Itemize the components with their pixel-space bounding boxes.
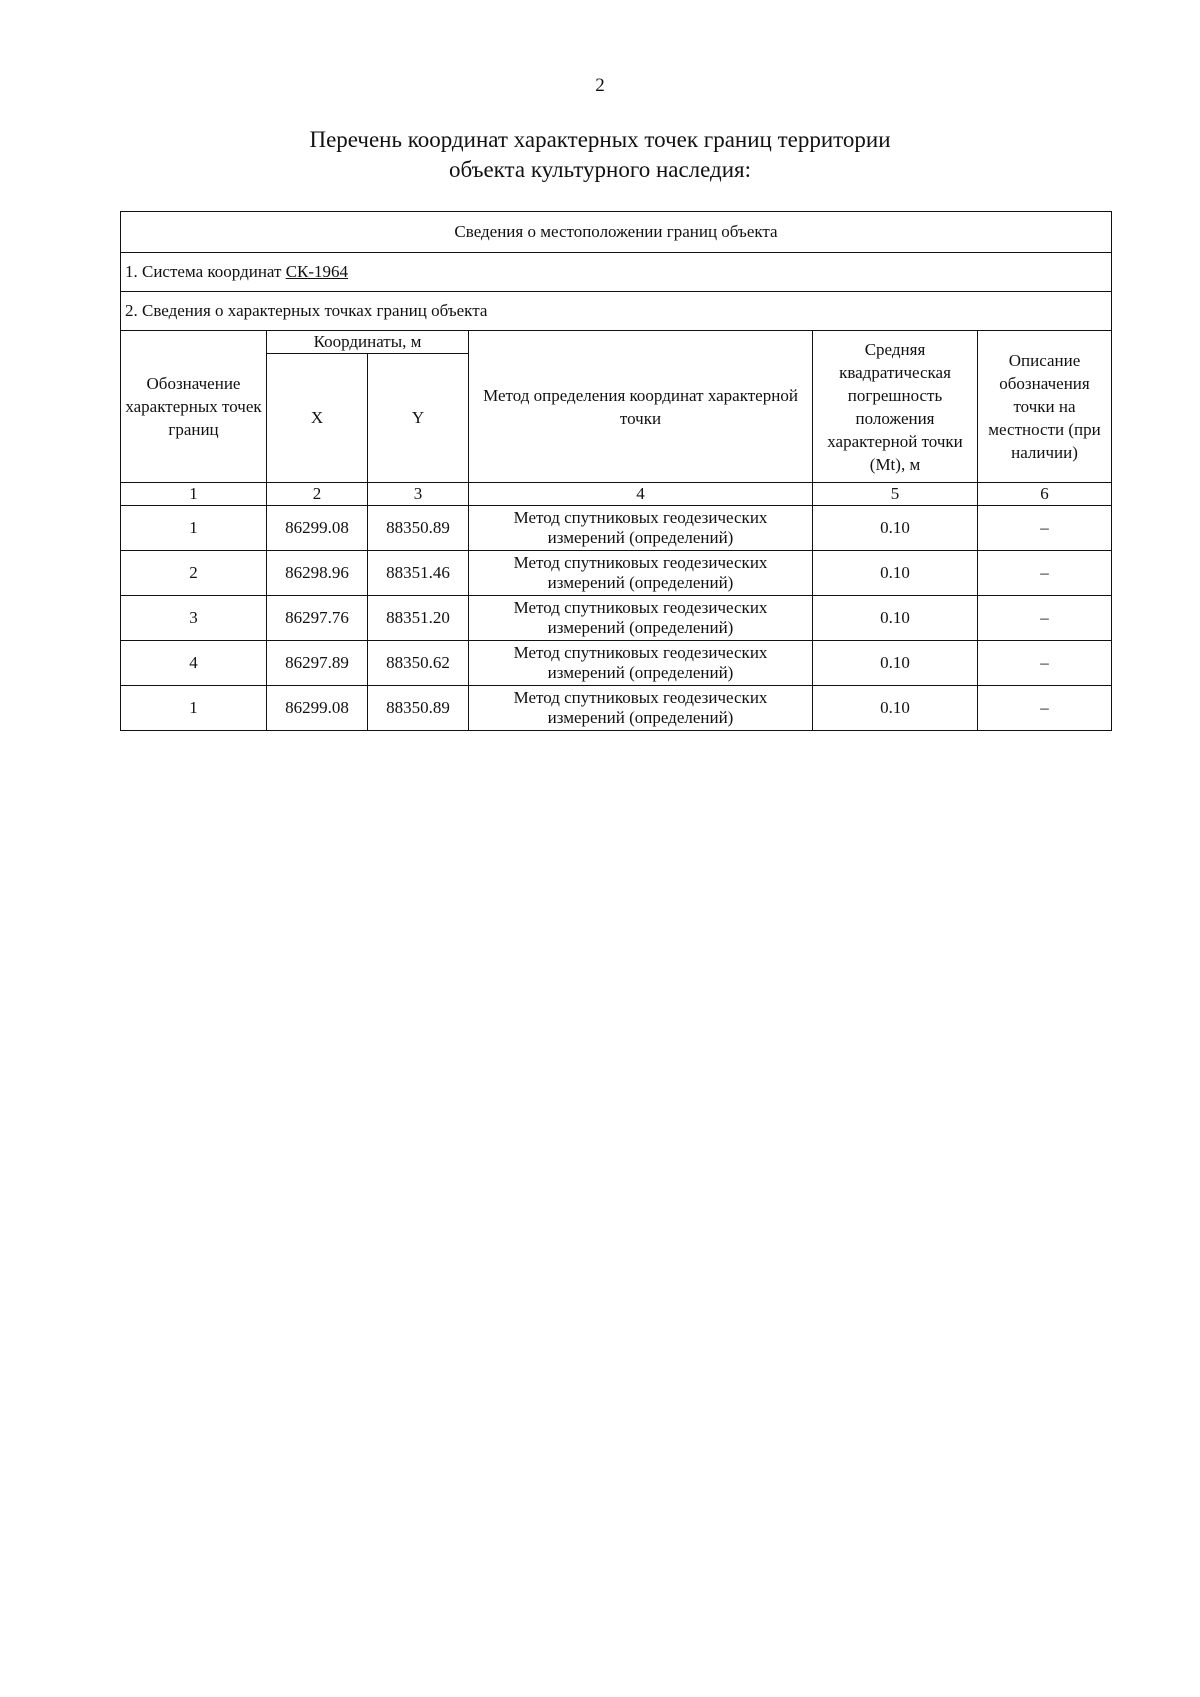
cell-y: 88351.46 <box>368 551 469 596</box>
cell-error: 0.10 <box>813 596 978 641</box>
column-number: 6 <box>978 483 1112 506</box>
header-error: Средняя квадратическая погрешность положения характерной точки (Mt), м <box>813 331 978 483</box>
coordinate-system <box>121 253 1112 292</box>
cell-y: 88350.89 <box>368 506 469 551</box>
cell-method: Метод спутниковых геодезических измерений (определений) <box>469 551 813 596</box>
cell-error: 0.10 <box>813 506 978 551</box>
title-line-2: объекта культурного наследия: <box>448 157 752 182</box>
table-row <box>121 641 1112 686</box>
cell-y: 88351.20 <box>368 596 469 641</box>
column-number: 5 <box>813 483 978 506</box>
cell-y: 88350.89 <box>368 686 469 731</box>
cell-point: 1 <box>121 686 267 731</box>
cell-description: – <box>978 641 1112 686</box>
cell-error: 0.10 <box>813 686 978 731</box>
header-method: Метод определения координат характерной точки <box>469 331 813 483</box>
cell-x: 86299.08 <box>267 506 368 551</box>
cell-point: 3 <box>121 596 267 641</box>
title-line-1: Перечень координат характерных точек границ территории <box>309 127 891 152</box>
coordinates-table <box>120 211 1112 731</box>
section-title: Сведения о местоположении границ объекта <box>121 212 1112 253</box>
column-number: 1 <box>121 483 267 506</box>
cell-description: – <box>978 551 1112 596</box>
cell-error: 0.10 <box>813 551 978 596</box>
cell-error: 0.10 <box>813 641 978 686</box>
page-number: 2 <box>595 75 605 96</box>
cell-point: 4 <box>121 641 267 686</box>
cell-method: Метод спутниковых геодезических измерений (определений) <box>469 641 813 686</box>
cell-description: – <box>978 506 1112 551</box>
coordinate-system-value: СК-1964 <box>285 262 349 281</box>
table-row <box>121 506 1112 551</box>
header-designation: Обозначение характерных точек границ <box>121 331 267 483</box>
header-coordinates: Координаты, м <box>267 331 469 354</box>
cell-y: 88350.62 <box>368 641 469 686</box>
column-number: 2 <box>267 483 368 506</box>
cell-point: 2 <box>121 551 267 596</box>
column-number: 3 <box>368 483 469 506</box>
table-row <box>121 596 1112 641</box>
cell-x: 86297.76 <box>267 596 368 641</box>
cell-x: 86298.96 <box>267 551 368 596</box>
cell-x: 86299.08 <box>267 686 368 731</box>
column-number: 4 <box>469 483 813 506</box>
coordinate-system-label: 1. Система координат <box>125 262 286 281</box>
cell-description: – <box>978 596 1112 641</box>
header-x: X <box>267 354 368 483</box>
column-number-row <box>121 483 1112 506</box>
header-description: Описание обозначения точки на местности (при наличии) <box>978 331 1112 483</box>
cell-method: Метод спутниковых геодезических измерений (определений) <box>469 686 813 731</box>
cell-point: 1 <box>121 506 267 551</box>
table-row <box>121 686 1112 731</box>
points-info: 2. Сведения о характерных точках границ объекта <box>121 292 1112 331</box>
cell-description: – <box>978 686 1112 731</box>
cell-x: 86297.89 <box>267 641 368 686</box>
cell-method: Метод спутниковых геодезических измерений (определений) <box>469 506 813 551</box>
table-row <box>121 551 1112 596</box>
header-y: Y <box>368 354 469 483</box>
document-title <box>0 125 1200 185</box>
cell-method: Метод спутниковых геодезических измерений (определений) <box>469 596 813 641</box>
